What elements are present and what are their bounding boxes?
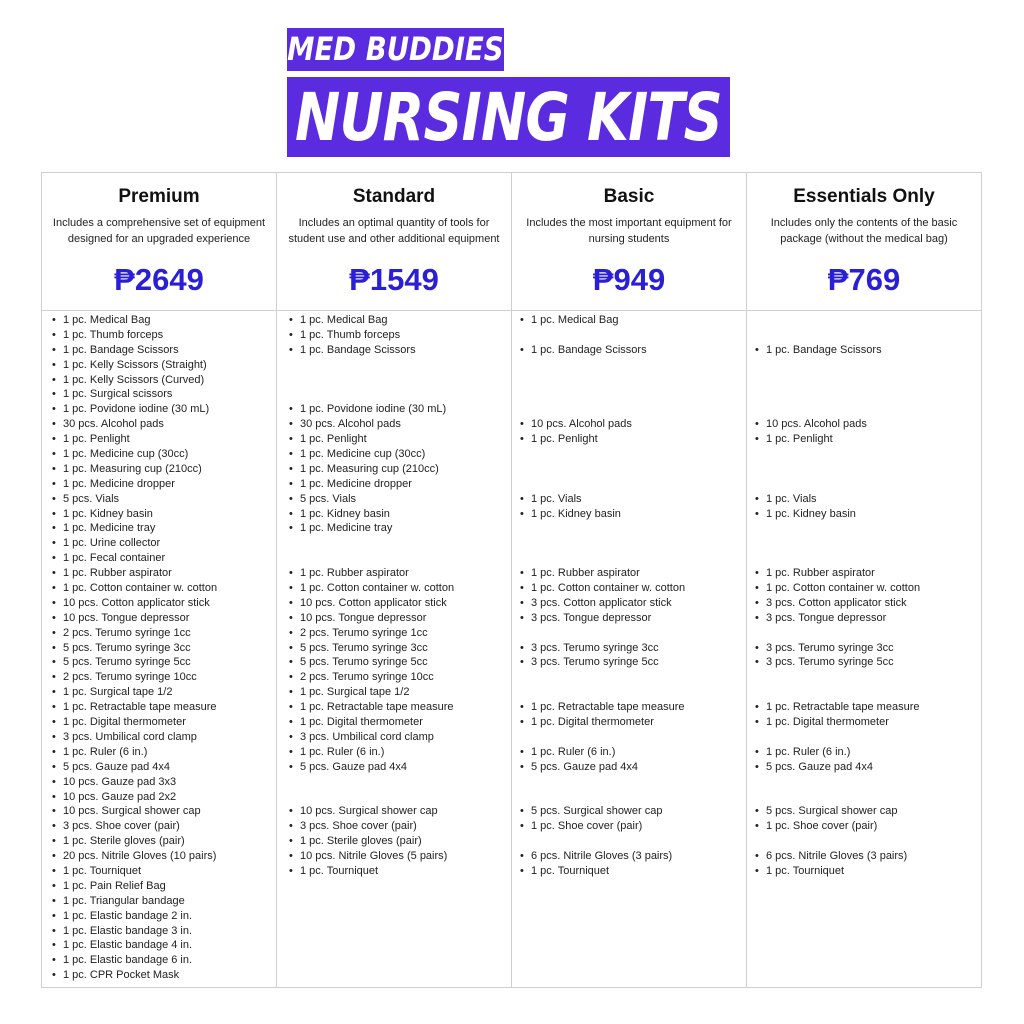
kit-item: • 1 pc. Povidone iodine (30 mL) [52,402,276,417]
kit-item: • 3 pcs. Umbilical cord clamp [289,730,511,745]
tier-price: ₱949 [592,262,666,297]
kit-item-empty [755,730,981,745]
pricing-table [41,172,982,988]
kit-item: • 10 pcs. Cotton applicator stick [289,596,511,611]
kit-item: • 1 pc. Vials [755,492,981,507]
kit-item: • 1 pc. Rubber aspirator [520,566,746,581]
kit-item: • 3 pcs. Terumo syringe 3cc [520,641,746,656]
kit-item-empty [289,775,511,790]
kit-item: • 1 pc. Tourniquet [289,864,511,879]
kit-item: • 1 pc. Measuring cup (210cc) [52,462,276,477]
kit-item: • 5 pcs. Vials [289,492,511,507]
kit-item: • 3 pcs. Terumo syringe 3cc [755,641,981,656]
kit-item: • 10 pcs. Surgical shower cap [289,804,511,819]
kit-item: • 3 pcs. Cotton applicator stick [755,596,981,611]
kit-item-empty [755,685,981,700]
kit-item: • 1 pc. Kidney basin [52,507,276,522]
kit-item: • 1 pc. Shoe cover (pair) [520,819,746,834]
kit-item: • 1 pc. Tourniquet [52,864,276,879]
tier-items-basic [512,311,747,987]
kit-item-empty [520,462,746,477]
kit-item-empty [755,670,981,685]
title-banner [287,77,730,157]
kit-item: • 1 pc. Kidney basin [755,507,981,522]
kit-item: • 1 pc. Tourniquet [755,864,981,879]
kit-item-empty [755,521,981,536]
kit-item-empty [755,536,981,551]
kit-item: • 2 pcs. Terumo syringe 10cc [289,670,511,685]
tier-price: ₱1549 [349,262,439,297]
kit-item: • 2 pcs. Terumo syringe 1cc [289,626,511,641]
kit-item: • 1 pc. Medicine cup (30cc) [289,447,511,462]
kit-item-empty [289,790,511,805]
kit-item-empty [520,775,746,790]
kit-item: • 1 pc. Penlight [52,432,276,447]
kit-item-empty [755,834,981,849]
kit-item: • 3 pcs. Tongue depressor [755,611,981,626]
kit-item: • 1 pc. Retractable tape measure [520,700,746,715]
kit-item-empty [755,358,981,373]
kit-item: • 1 pc. Digital thermometer [289,715,511,730]
kit-item: • 1 pc. Cotton container w. cotton [520,581,746,596]
kit-item: • 10 pcs. Alcohol pads [520,417,746,432]
kit-item: • 1 pc. Povidone iodine (30 mL) [289,402,511,417]
kit-item: • 1 pc. Ruler (6 in.) [289,745,511,760]
kit-item-empty [289,551,511,566]
kit-item: • 3 pcs. Terumo syringe 5cc [520,655,746,670]
kit-item: • 1 pc. Penlight [755,432,981,447]
kit-item-empty [520,373,746,388]
kit-item-empty [520,387,746,402]
kit-item: • 1 pc. Retractable tape measure [52,700,276,715]
kit-item-empty [755,373,981,388]
kit-item: • 1 pc. Kidney basin [289,507,511,522]
kit-item: • 3 pcs. Cotton applicator stick [520,596,746,611]
tier-header-premium [42,173,277,311]
kit-item: • 3 pcs. Terumo syringe 5cc [755,655,981,670]
kit-item-empty [520,402,746,417]
kit-item: • 3 pcs. Tongue depressor [520,611,746,626]
kit-item: • 10 pcs. Surgical shower cap [52,804,276,819]
kit-item: • 1 pc. Medicine tray [52,521,276,536]
kit-item-empty [520,790,746,805]
kit-item: • 5 pcs. Vials [52,492,276,507]
kit-item-empty [755,477,981,492]
kit-item: • 1 pc. CPR Pocket Mask [52,968,276,983]
tier-header-standard [277,173,512,311]
kit-item: • 5 pcs. Gauze pad 4x4 [755,760,981,775]
kit-item: • 10 pcs. Gauze pad 3x3 [52,775,276,790]
kit-item: • 3 pcs. Shoe cover (pair) [52,819,276,834]
kit-item-empty [289,373,511,388]
kit-item: • 2 pcs. Terumo syringe 10cc [52,670,276,685]
tier-name: Premium [118,186,200,207]
kit-item: • 5 pcs. Gauze pad 4x4 [520,760,746,775]
tier-items-essentials [747,311,981,987]
tier-price: ₱2649 [114,262,204,297]
kit-item: • 3 pcs. Shoe cover (pair) [289,819,511,834]
kit-item-empty [289,387,511,402]
kit-item-empty [755,626,981,641]
kit-item: • 1 pc. Bandage Scissors [52,343,276,358]
kit-item: • 1 pc. Medicine cup (30cc) [52,447,276,462]
kit-item: • 1 pc. Kidney basin [520,507,746,522]
kit-item-empty [520,536,746,551]
kit-item: • 10 pcs. Tongue depressor [289,611,511,626]
kit-item: • 1 pc. Retractable tape measure [289,700,511,715]
kit-item-empty [755,551,981,566]
tier-description: Includes only the contents of the basic package (without the medical bag) [770,217,958,245]
kit-item: • 1 pc. Shoe cover (pair) [755,819,981,834]
kit-item: • 1 pc. Digital thermometer [755,715,981,730]
kit-item-empty [755,387,981,402]
tier-header-essentials [747,173,981,311]
kit-item: • 1 pc. Medical Bag [52,313,276,328]
kit-item-empty [755,447,981,462]
kit-item: • 1 pc. Ruler (6 in.) [520,745,746,760]
kit-item: • 1 pc. Kelly Scissors (Straight) [52,358,276,373]
kit-item: • 1 pc. Medicine tray [289,521,511,536]
kit-item: • 1 pc. Vials [520,492,746,507]
kit-item: • 1 pc. Surgical tape 1/2 [52,685,276,700]
kit-item-empty [755,402,981,417]
kit-item: • 6 pcs. Nitrile Gloves (3 pairs) [520,849,746,864]
tier-items-standard [277,311,512,987]
kit-item-empty [755,328,981,343]
kit-item-empty [520,730,746,745]
kit-item: • 5 pcs. Terumo syringe 3cc [289,641,511,656]
kit-item: • 1 pc. Retractable tape measure [755,700,981,715]
kit-item: • 1 pc. Elastic bandage 6 in. [52,953,276,968]
kit-item: • 1 pc. Bandage Scissors [289,343,511,358]
kit-item: • 1 pc. Sterile gloves (pair) [289,834,511,849]
kit-item-empty [289,358,511,373]
kit-item: • 1 pc. Rubber aspirator [52,566,276,581]
kit-item: • 30 pcs. Alcohol pads [289,417,511,432]
kit-item: • 10 pcs. Alcohol pads [755,417,981,432]
kit-item: • 1 pc. Measuring cup (210cc) [289,462,511,477]
kit-item-empty [520,626,746,641]
kit-item: • 1 pc. Thumb forceps [289,328,511,343]
kit-item: • 1 pc. Surgical scissors [52,387,276,402]
kit-item-empty [520,685,746,700]
kit-item: • 10 pcs. Gauze pad 2x2 [52,790,276,805]
brand-banner [287,28,504,71]
kit-item: • 1 pc. Ruler (6 in.) [755,745,981,760]
kit-item: • 1 pc. Tourniquet [520,864,746,879]
tier-description: Includes the most important equipment for nursing students [526,217,732,245]
kit-item: • 1 pc. Thumb forceps [52,328,276,343]
kit-item: • 10 pcs. Tongue depressor [52,611,276,626]
kit-item: • 1 pc. Cotton container w. cotton [755,581,981,596]
kit-item: • 1 pc. Sterile gloves (pair) [52,834,276,849]
kit-item: • 1 pc. Medicine dropper [289,477,511,492]
kit-item-empty [520,328,746,343]
kit-item-empty [520,521,746,536]
tier-name: Standard [352,186,436,207]
kit-item: • 1 pc. Penlight [520,432,746,447]
tier-price: ₱769 [827,262,901,297]
tier-name: Basic [603,186,655,207]
kit-item: • 1 pc. Medicine dropper [52,477,276,492]
page-title: NURSING KITS [295,79,722,156]
tier-name: Essentials Only [793,186,935,207]
kit-item: • 1 pc. Medical Bag [289,313,511,328]
kit-item: • 1 pc. Rubber aspirator [755,566,981,581]
kit-item: • 1 pc. Cotton container w. cotton [52,581,276,596]
kit-item: • 3 pcs. Umbilical cord clamp [52,730,276,745]
kit-item-empty [755,790,981,805]
kit-item-empty [520,447,746,462]
kit-item: • 20 pcs. Nitrile Gloves (10 pairs) [52,849,276,864]
kit-item-empty [755,775,981,790]
tier-description: Includes a comprehensive set of equipment designed for an upgraded experience [52,217,266,245]
kit-item: • 1 pc. Pain Relief Bag [52,879,276,894]
kit-item: • 5 pcs. Gauze pad 4x4 [289,760,511,775]
kit-item-empty [520,551,746,566]
kit-item: • 5 pcs. Surgical shower cap [755,804,981,819]
kit-item: • 1 pc. Medical Bag [520,313,746,328]
kit-item-empty [755,462,981,477]
tier-description: Includes an optimal quantity of tools for student use and other additional equipment [288,217,500,245]
kit-item: • 1 pc. Triangular bandage [52,894,276,909]
kit-item: • 1 pc. Digital thermometer [520,715,746,730]
kit-item: • 5 pcs. Terumo syringe 3cc [52,641,276,656]
kit-item: • 1 pc. Cotton container w. cotton [289,581,511,596]
kit-item: • 1 pc. Elastic bandage 3 in. [52,924,276,939]
kit-item: • 1 pc. Ruler (6 in.) [52,745,276,760]
kit-item: • 1 pc. Fecal container [52,551,276,566]
kit-item: • 1 pc. Rubber aspirator [289,566,511,581]
kit-item: • 1 pc. Digital thermometer [52,715,276,730]
kit-item: • 1 pc. Urine collector [52,536,276,551]
kit-item: • 1 pc. Bandage Scissors [520,343,746,358]
kit-item: • 5 pcs. Terumo syringe 5cc [289,655,511,670]
tier-items-premium [42,311,277,987]
kit-item: • 6 pcs. Nitrile Gloves (3 pairs) [755,849,981,864]
kit-item: • 10 pcs. Cotton applicator stick [52,596,276,611]
kit-item: • 2 pcs. Terumo syringe 1cc [52,626,276,641]
kit-item: • 1 pc. Elastic bandage 2 in. [52,909,276,924]
kit-item: • 1 pc. Bandage Scissors [755,343,981,358]
kit-item: • 5 pcs. Terumo syringe 5cc [52,655,276,670]
kit-item-empty [289,536,511,551]
kit-item: • 1 pc. Surgical tape 1/2 [289,685,511,700]
kit-item: • 1 pc. Elastic bandage 4 in. [52,938,276,953]
kit-item-empty [520,670,746,685]
tier-header-basic [512,173,747,311]
kit-item: • 5 pcs. Gauze pad 4x4 [52,760,276,775]
kit-item: • 1 pc. Penlight [289,432,511,447]
kit-item-empty [520,358,746,373]
brand-name: MED BUDDIES [287,30,504,68]
kit-item-empty [520,477,746,492]
kit-item-empty [755,313,981,328]
kit-item-empty [520,834,746,849]
kit-item: • 10 pcs. Nitrile Gloves (5 pairs) [289,849,511,864]
kit-item: • 30 pcs. Alcohol pads [52,417,276,432]
kit-item: • 5 pcs. Surgical shower cap [520,804,746,819]
kit-item: • 1 pc. Kelly Scissors (Curved) [52,373,276,388]
